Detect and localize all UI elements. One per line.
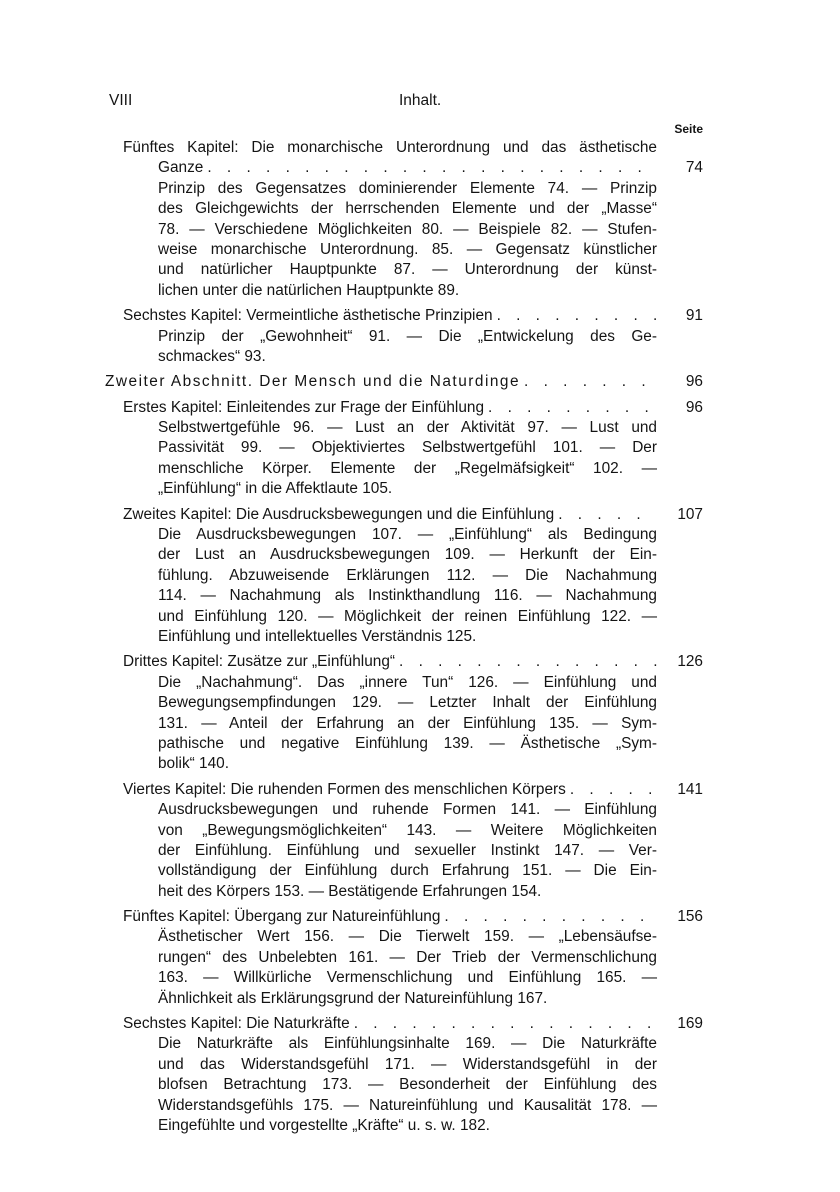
toc-entry-heading-line (123, 306, 657, 326)
toc-entry-heading-line (123, 505, 657, 525)
toc-entry-description-line: Selbstwertgefühle 96. — Lust an der Aktivität 97. — Lust und (158, 419, 657, 437)
toc-entry-title: Sechstes Kapitel: Die Naturkräfte (123, 1015, 350, 1033)
toc-entry-description-line: rungen“ des Unbelebten 161. — Der Trieb der Vermenschlichung (158, 948, 657, 966)
toc-entry-description-line: und natürlicher Hauptpunkte 87. — Unterordnung der künst- (158, 261, 657, 279)
toc-entry-description-line: Prinzip der „Gewohnheit“ 91. — Die „Entwickelung des Ge- (158, 327, 657, 345)
toc-page-number: 91 (685, 307, 703, 325)
dot-leader (203, 158, 657, 178)
toc-page-number: 96 (685, 398, 703, 416)
toc-entry-description-line: schmackes“ 93. (158, 347, 266, 365)
toc-entry-description-line: bolik“ 140. (158, 755, 230, 773)
toc-entry-title: Fünftes Kapitel: Übergang zur Natureinfühlung (123, 908, 441, 926)
toc-page-number: 107 (677, 505, 703, 523)
toc-entry-heading-line (123, 398, 657, 418)
toc-entry-description-line: weise monarchische Unterordnung. 85. — Gegensatz künstlicher (158, 240, 657, 258)
dot-leader (440, 907, 657, 927)
toc-entry-description-line: Einfühlung und intellektuelles Verständnis 125. (158, 627, 477, 645)
toc-entry-title-continued: Ganze (158, 159, 204, 177)
toc-entry-description-line: heit des Körpers 153. — Bestätigende Erfahrungen 154. (158, 882, 542, 900)
dot-leader (493, 306, 657, 326)
toc-entry-description-line: von „Bewegungsmöglichkeiten“ 143. — Weitere Möglichkeiten (158, 821, 657, 839)
toc-entry-description-line: fühlung. Abzuweisende Erklärungen 112. — Die Nachahmung (158, 566, 657, 584)
dot-leader (520, 372, 657, 392)
toc-entry-description-line: Eingefühlte und vorgestellte „Kräfte“ u. s. w. 182. (158, 1116, 490, 1134)
toc-entry-description-line: des Gleichgewichts der herrschenden Elemente und der „Masse“ (158, 200, 657, 218)
toc-entry-title: Sechstes Kapitel: Vermeintliche ästhetische Prinzipien (123, 307, 493, 325)
toc-entry-description-line: Bewegungsempfindungen 129. — Letzter Inhalt der Einfühlung (158, 694, 657, 712)
dot-leader (395, 652, 657, 672)
toc-chapter-entry (0, 907, 840, 1009)
toc-entry-description-line: menschliche Körper. Elemente der „Regelmäfsigkeit“ 102. — (158, 459, 657, 477)
toc-entry-description-line: Ähnlichkeit als Erklärungsgrund der Natureinfühlung 167. (158, 989, 548, 1007)
dot-leader (350, 1014, 657, 1034)
toc-entry-description-line: lichen unter die natürlichen Hauptpunkte 89. (158, 281, 460, 299)
running-header (109, 92, 670, 114)
toc-entry-description-line: vollständigung der Einfühlung durch Erfahrung 151. — Die Ein- (158, 862, 657, 880)
toc-page-number: 141 (677, 780, 703, 798)
seite-column-label: Seite (674, 122, 703, 136)
toc-entry-description-line: pathische und negative Einfühlung 139. — Ästhetische „Sym- (158, 734, 657, 752)
toc-entry-description-line: und das Widerstandsgefühl 171. — Widerstandsgefühl in der (158, 1055, 657, 1073)
toc-entry-description-line: 131. — Anteil der Erfahrung an der Einfühlung 135. — Sym- (158, 714, 657, 732)
toc-entry-description-line: und Einfühlung 120. — Möglichkeit der reinen Einfühlung 122. — (158, 607, 657, 625)
toc-chapter-entry (0, 306, 840, 367)
toc-entry-heading-line: Fünftes Kapitel: Die monarchische Unterordnung und das ästhetische (123, 139, 657, 156)
toc-section-entry (0, 372, 840, 392)
dot-leader (566, 780, 657, 800)
toc-page-number: 156 (677, 908, 703, 926)
toc-page-number: 74 (685, 159, 703, 176)
dot-leader (554, 505, 657, 525)
toc-page-number: 169 (677, 1015, 703, 1033)
toc-entry-description-line: 163. — Willkürliche Vermenschlichung und Einfühlung 165. — (158, 969, 657, 987)
toc-entry-description-line: blofsen Betrachtung 173. — Besonderheit der Einfühlung des (158, 1076, 657, 1094)
toc-entry-description-line: der Lust an Ausdrucksbewegungen 109. — Herkunft der Ein- (158, 546, 657, 564)
toc-entry-description-line: Widerstandsgefühls 175. — Natureinfühlung und Kausalität 178. — (158, 1096, 657, 1114)
toc-entry-title: Erstes Kapitel: Einleitendes zur Frage der Einfühlung (123, 398, 485, 416)
toc-entry-description-line: Die „Nachahmung“. Das „innere Tun“ 126. — Einfühlung und (158, 673, 657, 691)
page-number: VIII (109, 92, 133, 109)
toc-entry-heading-line (123, 780, 657, 800)
toc-chapter-entry (0, 505, 840, 648)
toc-entry-description-line: Die Naturkräfte als Einfühlungsinhalte 169. — Die Naturkräfte (158, 1035, 657, 1053)
toc-entry-description-line: 78. — Verschiedene Möglichkeiten 80. — Beispiele 82. — Stufen- (158, 220, 657, 238)
toc-entry-description-line: Ästhetischer Wert 156. — Die Tierwelt 159. — „Lebensäufse- (158, 928, 657, 946)
toc-chapter-entry (0, 138, 840, 301)
toc-entry-description-line: der Einfühlung. Einfühlung und sexueller Instinkt 147. — Ver- (158, 841, 657, 859)
toc-entry-description-line: Prinzip des Gegensatzes dominierender Elemente 74. — Prinzip (158, 179, 657, 197)
toc-entry-description-line: „Einfühlung“ in die Affektlaute 105. (158, 480, 393, 498)
toc-chapter-entry (0, 398, 840, 500)
toc-entry-heading-line (123, 652, 657, 672)
toc-entry-title: Zweiter Abschnitt. Der Mensch und die Naturdinge (105, 373, 521, 391)
dot-leader (484, 398, 657, 418)
toc-entry-description-line: Ausdrucksbewegungen und ruhende Formen 141. — Einfühlung (158, 801, 657, 819)
toc-chapter-entry (0, 1014, 840, 1136)
toc-entry-heading-line (105, 372, 657, 392)
toc-entry-title: Zweites Kapitel: Die Ausdrucksbewegungen und die Einfühlung (123, 505, 555, 523)
toc-entry-title: Viertes Kapitel: Die ruhenden Formen des menschlichen Körpers (123, 780, 566, 798)
toc-entry-title: Drittes Kapitel: Zusätze zur „Einfühlung“ (123, 653, 396, 671)
toc-entry-description-line: Passivität 99. — Objektiviertes Selbstwertgefühl 101. — Der (158, 439, 657, 457)
toc-chapter-entry (0, 780, 840, 902)
table-of-contents (0, 138, 840, 1141)
toc-page-number: 126 (677, 653, 703, 671)
toc-entry-description-line: 114. — Nachahmung als Instinkthandlung 116. — Nachahmung (158, 587, 657, 605)
toc-entry-heading-line (123, 907, 657, 927)
running-title: Inhalt. (399, 92, 442, 109)
toc-entry-heading-line (123, 1014, 657, 1034)
toc-entry-description-line: Die Ausdrucksbewegungen 107. — „Einfühlung“ als Bedingung (158, 526, 657, 544)
toc-entry-heading-continuation (158, 158, 657, 178)
toc-page-number: 96 (685, 373, 703, 391)
toc-chapter-entry (0, 652, 840, 774)
